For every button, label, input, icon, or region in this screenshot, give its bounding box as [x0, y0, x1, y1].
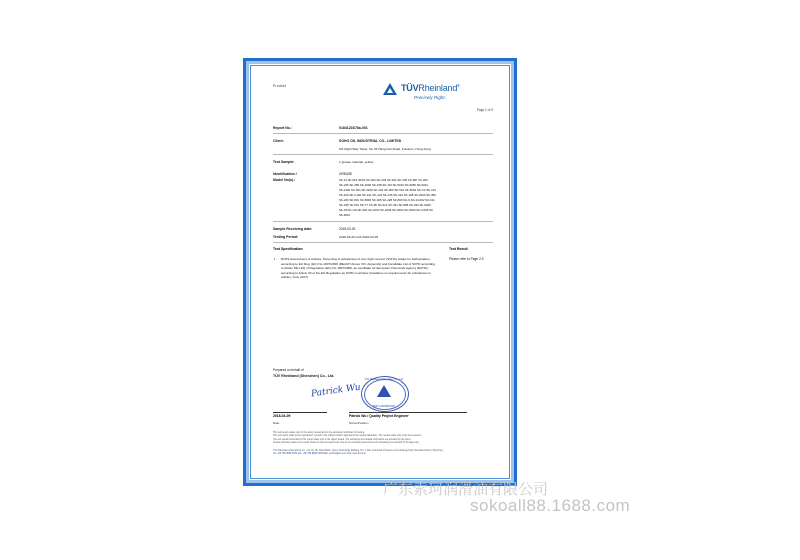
footer-line-3: The test results presented in this report relate only to the object tested. The sample(s) and related information are provided by the client.: [273, 438, 412, 441]
field-value-models-8: SK-6010: [339, 213, 351, 217]
triangle-inner-icon: [387, 88, 393, 93]
watermark-website: sokoall88.1688.com: [470, 496, 631, 515]
signature-date: 2018-04-09: [273, 414, 291, 418]
signature-caption-date: Date: [273, 421, 280, 425]
divider: [273, 154, 493, 155]
handwritten-signature: Patrick Wu: [310, 382, 362, 400]
brand-name-bold: TÜV: [401, 83, 419, 93]
signature-lead-text: Prepared on behalf of: [273, 368, 304, 372]
field-value-models-1: SK-11 SK-015-SK01 SK-202 SK-203 SK-201 SK-205 CK-MP CK-300: [339, 178, 428, 182]
field-label-test-sample: Test Sample:: [273, 160, 295, 164]
field-value-models-2: SK-236 SK-285 SK-2000 SK-238 SK-116 SK-5010 SK-5050 SK-6001: [339, 183, 428, 187]
field-value-report-no: 0184123S78a-001: [339, 126, 368, 130]
stamp-triangle-icon: [377, 385, 391, 397]
document-header: [253, 82, 507, 116]
document-sheet: [253, 68, 507, 476]
test-specification-body: RoHS Assessment of Articles: Screening of substances of very high concern (SVHC) subject to authorisation, according to EU Reg. (EC) No 1907/2006 (REACH Annex XIV, Appendix) and Candidate List of SVHC according to Article 59(1,10) of Regulation (EC) No 1907/2006, as candidate for European Chemicals Agency (ECHA), according to Article 33 of the EU Regulation as SVHC in articles (Guidance on requirements for substances in articles, June 2017).: [281, 257, 435, 280]
test-result-heading: Test Result: [449, 247, 468, 251]
stamp-bottom-text: TEST LABORATORY: [372, 405, 396, 408]
signature-line-date: [273, 412, 327, 413]
divider: [273, 133, 493, 134]
watermark-company-name: 广东索珂润滑油有限公司: [383, 480, 549, 498]
field-label-sample-receiving-date: Sample Receiving date:: [273, 227, 313, 231]
field-label-report-no: Report No.:: [273, 126, 293, 130]
signature-name-position: Patrick Wu / Quality Project Engineer: [349, 414, 409, 418]
footer-address-line-2[interactable]: Tel: +86 755 8828 8333 Fax: +86 755 8828 0108 Mail: service@tuv.com web: www.tuv.com: [273, 453, 366, 456]
brand-slogan: Precisely Right.: [414, 94, 446, 100]
divider: [273, 242, 493, 243]
registered-mark: ®: [457, 84, 460, 88]
field-value-identification: GREASE: [339, 172, 353, 176]
test-result-value: Please refer to Page 2-9: [449, 257, 484, 261]
bullet-icon: •: [274, 257, 276, 261]
footer-line-4: Unless otherwise stated, the results shown in this test report refer only to the sample(s) tested and such sample(s) are retained for 30 days only.: [273, 441, 420, 444]
signature-caption-name: Name/Position: [349, 421, 369, 425]
field-value-testing-period: 2018-03-26 until 2018-04-09: [339, 235, 379, 239]
divider: [273, 221, 493, 222]
brand-name-light: Rheinland: [418, 83, 458, 93]
tuv-rheinland-logo: [381, 82, 493, 108]
field-value-sample-receiving-date: 2018-03-26: [339, 227, 356, 231]
field-value-client-address: 5/F Right Way Tower, No.33 Hang Kok Road, Kowloon, Hong Kong: [339, 147, 431, 151]
company-stamp: [361, 376, 407, 410]
field-value-client: SOHO OIL INDUSTRIAL CO., LIMITED: [339, 139, 402, 143]
field-label-identification: Identification /: [273, 172, 297, 176]
field-value-models-6: SK-235 SK-501 SK-77 CK-05 SK-321 SK-461 SK-898 SK-033 SK-6020: [339, 203, 431, 207]
brand-name: [401, 83, 460, 93]
stamp-top-text: TÜV Rheinland (Shenzhen) Co., Ltd.: [364, 378, 404, 381]
footer-address-block: [273, 450, 491, 457]
field-value-models-7: SK-33-D1-US-SK-006 SK-1000 SK-2206 SK-3002 SK-3009 SK-3.006 SK: [339, 208, 433, 212]
test-specification-heading: Test Specification: [273, 247, 303, 251]
signature-line-name: [349, 412, 467, 413]
produkt-label: Produkt: [273, 84, 287, 88]
field-label-model-no: Model No(s).:: [273, 178, 296, 182]
footer-address-line-1: TÜV Rheinland (Shenzhen) Co., Ltd. No. 5F, North Block, Qiyun Technology Building, No. 1, Mid. 2nd Road of Science & Technology Park, Nanshan District, Shenzhen: [273, 450, 443, 452]
footer-line-2: This test report shall not be reproduced, except in full, without written approval of the issuing laboratory. The results relate only to the items tested.: [273, 435, 422, 438]
signature-company: TÜV Rheinland (Shenzhen) Co., Ltd.: [273, 374, 335, 378]
field-label-client: Client:: [273, 139, 284, 143]
field-value-test-sample: 1 grease material, yellow: [339, 160, 374, 164]
field-value-models-5: SK-230 SK-801 SK-8000 SK-006 SK-228 SK-800 SK-9-SK-13-002 SK-611: [339, 198, 435, 202]
footer-line-1: This test result relates only to the item(s) tested and to the sample(s) submitted for testing.: [273, 432, 365, 434]
field-label-testing-period: Testing Period:: [273, 235, 299, 239]
footer-legal-text: [273, 432, 491, 445]
field-value-models-3: SK-2100 SK-301 SK-2200 SK-122 SK-300 SK-501 SK-5002 SK-C2 SK-123: [339, 188, 436, 192]
page-number: Page 1 of 9: [476, 108, 493, 112]
field-value-models-4: SK-100 SK-C100 SK-121 SK-123 SK-135 SK-316 SK-198 SK-2000 SK-360: [339, 193, 436, 197]
